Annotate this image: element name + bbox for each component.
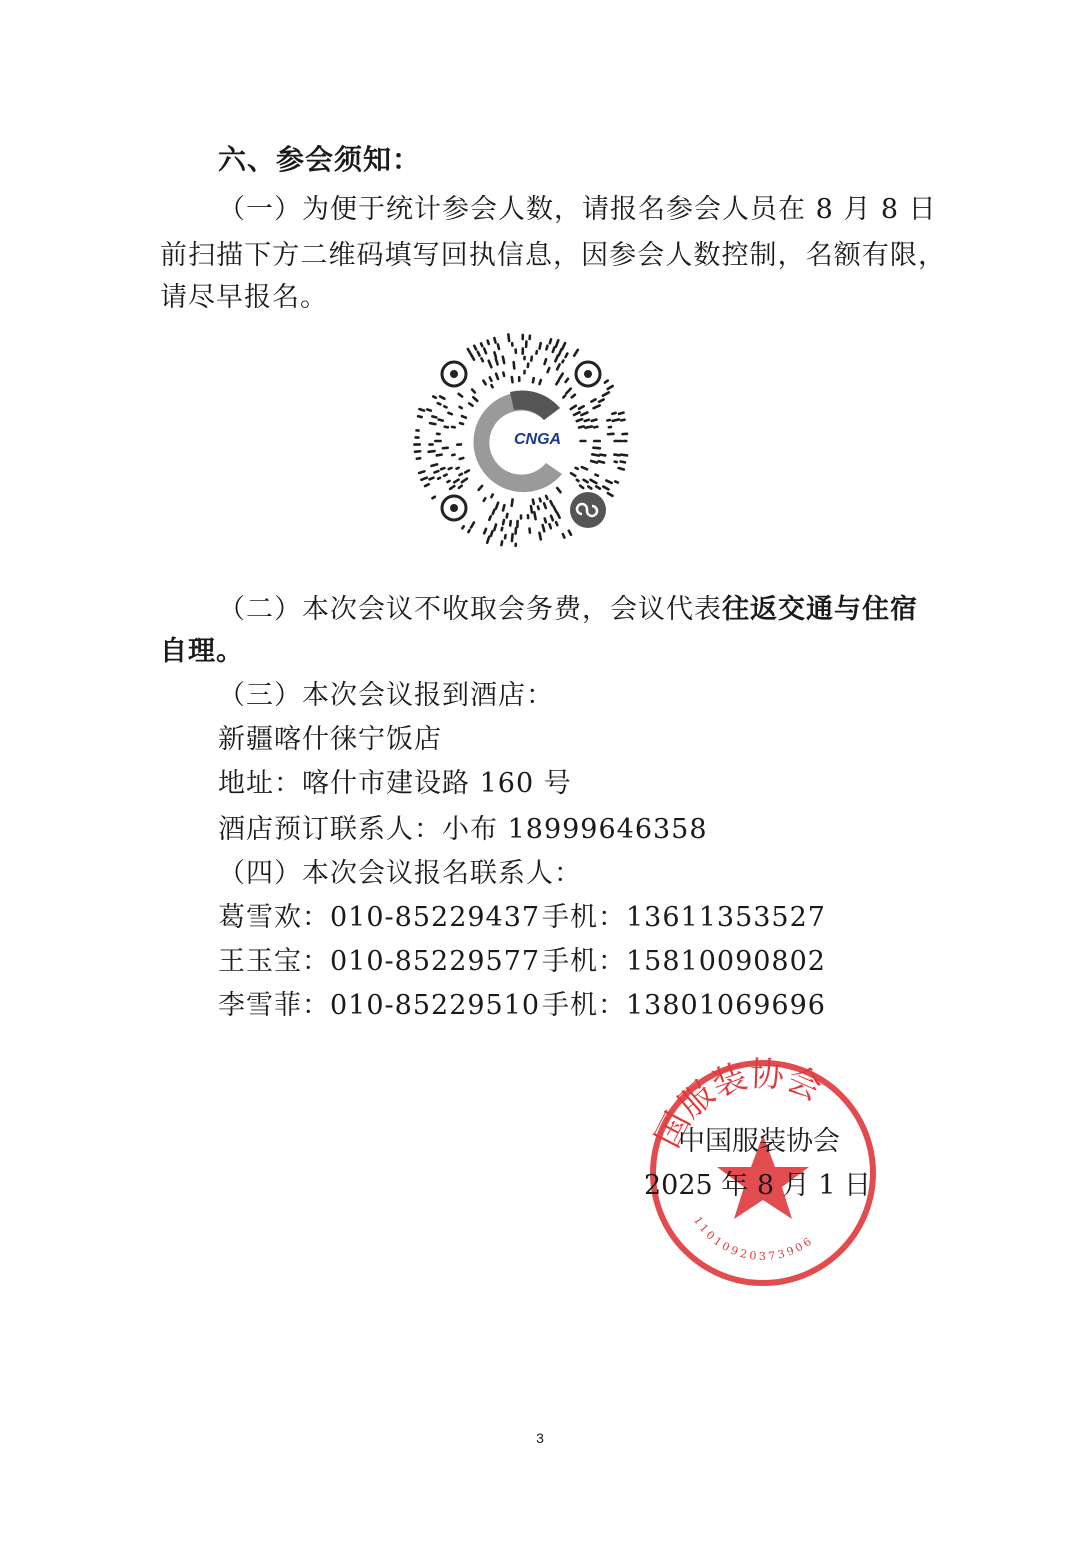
qr-module	[494, 524, 496, 530]
qr-module	[427, 409, 431, 410]
qr-module	[572, 395, 575, 398]
contact-name: 王玉宝：	[218, 946, 330, 977]
qr-module	[473, 397, 477, 401]
qr-module	[503, 373, 504, 376]
qr-module	[557, 488, 560, 492]
qr-module	[462, 479, 467, 483]
qr-module	[460, 407, 462, 408]
qr-module	[484, 348, 486, 353]
qr-module	[507, 514, 508, 518]
qr-module	[603, 487, 608, 490]
hotel-booking-contact: 酒店预订联系人：小布 18999646358	[218, 814, 708, 845]
qr-module	[621, 420, 624, 421]
qr-module	[462, 416, 466, 418]
qr-module	[478, 352, 480, 356]
qr-module	[512, 499, 513, 506]
qr-module	[540, 499, 541, 502]
qr-module	[469, 403, 472, 405]
section-heading: 六、参会须知：	[218, 143, 422, 176]
qr-module	[550, 339, 551, 343]
qr-module	[580, 486, 583, 488]
item2-line1-normal: （二）本次会议不收取会务费，会议代表	[218, 594, 722, 625]
contact-tel: 010-85229510	[330, 990, 541, 1021]
qr-module	[569, 531, 571, 535]
qr-module	[450, 486, 454, 489]
qr-module	[452, 427, 455, 428]
qr-module	[607, 420, 609, 421]
item2-line1	[218, 592, 918, 628]
qr-module	[579, 426, 584, 427]
qr-module	[533, 500, 534, 504]
finder-top-left	[442, 362, 466, 386]
mini-program-badge-icon	[570, 492, 606, 528]
qr-module	[584, 480, 588, 483]
qr-module	[571, 473, 575, 476]
qr-logo-text: CNGA	[514, 431, 562, 448]
qr-module	[579, 406, 584, 409]
qr-module	[585, 426, 591, 427]
qr-module	[438, 478, 440, 479]
item1-line2: 前扫描下方二维码填写回执信息，因参会人数控制，名额有限，	[160, 240, 946, 271]
qr-module	[577, 480, 579, 481]
qr-module	[449, 468, 452, 469]
qr-module	[490, 377, 492, 380]
qr-module	[430, 423, 435, 424]
qr-module	[502, 528, 503, 530]
qr-module	[484, 498, 486, 500]
qr-module	[437, 455, 442, 456]
qr-module	[419, 409, 424, 410]
qr-module	[534, 512, 535, 519]
qr-module	[549, 524, 550, 528]
hotel-name: 新疆喀什徕宁饭店	[218, 724, 442, 755]
qr-module	[415, 451, 420, 452]
qr-module	[556, 522, 557, 525]
qr-module	[571, 406, 576, 409]
hotel-address: 地址：喀什市建设路 160 号	[218, 768, 572, 799]
qr-module	[503, 520, 504, 524]
qr-module	[510, 521, 511, 525]
qr-module	[462, 526, 463, 528]
qr-module	[585, 420, 589, 421]
qr-module	[488, 341, 489, 344]
item3-label: （三）本次会议报到酒店：	[218, 680, 554, 711]
qr-module	[576, 468, 578, 469]
item2-line2: 自理。	[160, 636, 244, 667]
qr-module	[472, 390, 475, 393]
qr-module	[574, 412, 580, 415]
qr-module	[479, 486, 483, 490]
qr-module	[489, 361, 492, 367]
qr-module	[433, 396, 436, 397]
qr-module	[593, 448, 600, 449]
qr-module	[591, 461, 597, 463]
qr-module	[468, 349, 470, 353]
qr-module	[481, 358, 482, 361]
qr-module	[563, 396, 565, 398]
qr-module	[498, 344, 499, 349]
qr-module	[546, 496, 547, 499]
qr-module	[545, 518, 546, 522]
qr-module	[487, 537, 489, 543]
qr-module	[557, 513, 560, 518]
qr-module	[621, 455, 627, 456]
qr-module	[553, 347, 555, 352]
item1-line1: （一）为便于统计参会人数，请报名参会人员在 8 月 8 日	[218, 194, 937, 225]
qr-module	[514, 362, 515, 368]
contact-mobile-label: 手机：	[542, 902, 626, 933]
qr-module	[559, 374, 562, 379]
contact-row	[218, 900, 826, 936]
qr-module	[606, 481, 611, 483]
qr-module	[460, 458, 464, 459]
contact-tel: 010-85229577	[330, 946, 541, 977]
qr-module	[577, 419, 582, 421]
item2-line1-bold: 往返交通与住宿	[722, 594, 918, 625]
qr-module	[439, 420, 443, 421]
qr-module	[491, 531, 492, 536]
qr-module	[494, 352, 495, 357]
qr-module	[432, 416, 436, 417]
qr-module	[421, 478, 426, 480]
item4-label: （四）本次会议报名联系人：	[218, 858, 582, 889]
qr-module	[501, 541, 502, 545]
qr-module	[419, 471, 424, 473]
qr-module	[592, 420, 597, 421]
qr-module	[581, 413, 587, 416]
qr-module	[512, 377, 513, 382]
qr-module	[595, 475, 597, 476]
qr-module	[588, 486, 591, 488]
qr-module	[431, 464, 437, 466]
qr-module	[543, 525, 545, 531]
qr-module	[445, 427, 448, 428]
mini-program-qr-code[interactable]	[410, 330, 632, 552]
qr-module	[546, 346, 547, 350]
qr-module	[555, 355, 558, 361]
qr-module	[468, 530, 469, 532]
qr-module	[582, 467, 587, 469]
qr-module	[444, 475, 447, 476]
qr-module	[613, 419, 619, 420]
qr-module	[459, 486, 462, 488]
qr-module	[459, 394, 462, 397]
contact-mobile: 13611353527	[626, 902, 826, 933]
qr-module	[491, 495, 492, 498]
signoff-organization: 中国服装协会	[678, 1126, 840, 1157]
qr-module	[430, 478, 434, 480]
qr-module	[448, 481, 450, 482]
qr-module	[615, 481, 618, 482]
qr-module	[614, 455, 619, 456]
qr-module	[489, 516, 490, 519]
qr-module	[508, 334, 509, 341]
qr-module	[425, 484, 429, 486]
qr-module	[574, 350, 578, 356]
qr-module	[556, 340, 558, 346]
qr-module	[538, 507, 539, 510]
qr-module	[494, 338, 495, 343]
qr-module	[418, 416, 422, 417]
qr-module	[491, 385, 492, 387]
contact-tel: 010-85229437	[330, 902, 541, 933]
qr-module	[493, 510, 495, 514]
qr-module	[562, 343, 565, 349]
qr-module	[440, 396, 444, 398]
qr-module	[557, 364, 559, 369]
signoff-date: 2025 年 8 月 1 日	[644, 1170, 871, 1201]
qr-module	[496, 374, 498, 379]
qr-module	[503, 505, 504, 510]
qr-module	[459, 474, 461, 475]
qr-module	[562, 360, 563, 362]
qr-module	[594, 427, 597, 428]
qr-module	[599, 399, 604, 401]
finder-bottom-left	[442, 496, 466, 520]
qr-module	[548, 368, 550, 372]
qr-module	[603, 392, 609, 395]
qr-module	[438, 403, 441, 404]
qr-module	[474, 346, 476, 350]
page-number: 3	[536, 1430, 544, 1446]
qr-module	[540, 380, 541, 384]
qr-module	[496, 359, 498, 365]
qr-module	[559, 349, 562, 355]
contact-mobile-label: 手机：	[542, 990, 626, 1021]
qr-module	[566, 354, 568, 358]
qr-module	[448, 413, 451, 414]
qr-module	[457, 468, 459, 469]
qr-module	[465, 470, 469, 472]
contact-name: 李雪菲：	[218, 990, 330, 1021]
qr-module	[599, 461, 604, 462]
qr-module	[619, 468, 624, 469]
qr-module	[591, 399, 595, 401]
qr-module	[481, 343, 482, 346]
qr-module	[512, 534, 513, 541]
qr-module	[594, 405, 600, 408]
qr-module	[619, 413, 624, 414]
qr-module	[444, 406, 446, 407]
qr-module	[503, 357, 504, 363]
qr-module	[434, 471, 438, 472]
qr-module	[454, 480, 458, 483]
seal-circular-text: 国服装协会	[647, 1055, 828, 1155]
qr-module	[460, 423, 463, 424]
qr-module	[608, 493, 613, 496]
qr-module	[596, 486, 600, 488]
qr-module	[605, 381, 608, 383]
qr-module	[551, 516, 553, 520]
qr-module	[432, 497, 434, 499]
contact-mobile: 15810090802	[626, 946, 826, 977]
qr-module	[484, 529, 486, 533]
qr-module	[496, 503, 498, 509]
qr-module	[545, 359, 546, 364]
qr-module	[556, 381, 558, 385]
qr-module	[441, 468, 444, 469]
qr-module	[612, 413, 615, 414]
qr-module	[531, 506, 532, 512]
qr-module	[540, 343, 541, 348]
qr-module	[608, 386, 613, 389]
contact-row	[218, 944, 826, 980]
qr-module	[539, 533, 540, 540]
contact-mobile: 13801069696	[626, 990, 826, 1021]
qr-module	[471, 523, 474, 528]
qr-module	[621, 461, 625, 462]
qr-module	[600, 455, 605, 456]
qr-module	[533, 378, 534, 382]
seal-code: 11010920373906	[690, 1214, 817, 1264]
qr-module	[592, 454, 599, 455]
qr-module	[554, 507, 557, 512]
qr-module	[590, 480, 596, 483]
contact-name: 葛雪欢：	[218, 902, 330, 933]
qr-module	[483, 381, 485, 385]
qr-module	[566, 389, 570, 394]
qr-module	[471, 354, 474, 359]
qr-module	[566, 379, 568, 382]
finder-top-right	[576, 362, 600, 386]
contact-row	[218, 988, 826, 1024]
qr-module	[563, 534, 565, 537]
qr-module	[429, 451, 435, 452]
item1-line3: 请尽早报名。	[160, 282, 328, 313]
qr-module	[550, 501, 552, 505]
qr-module	[417, 458, 420, 459]
contact-mobile-label: 手机：	[542, 946, 626, 977]
qr-module	[544, 503, 546, 508]
